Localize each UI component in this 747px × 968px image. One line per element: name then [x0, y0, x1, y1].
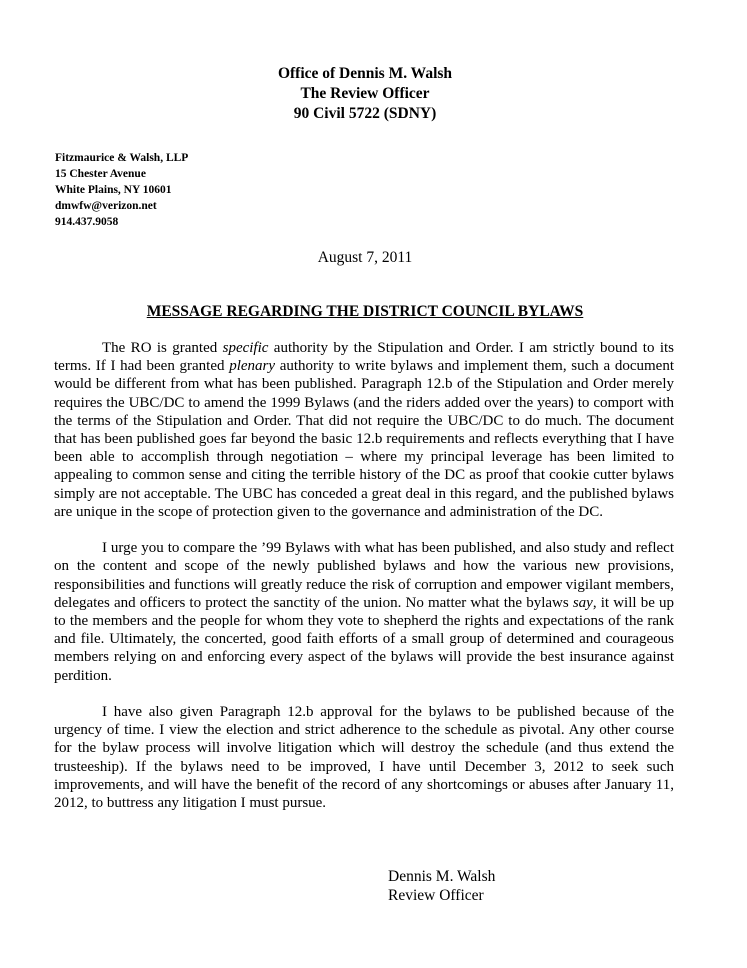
paragraph-3: I have also given Paragraph 12.b approval for the bylaws to be published because of the urgency of time. I view the election and strict adherence to the schedule as pivotal. Any other course for the bylaw process will involve litigation which will destroy the schedule (and thus extend the trusteeship). If the bylaws need to be improved, I have until December 3, 2012 to seek such improvements, and will have the benefit of the record of any shortcomings or abuses after January 11, 2012, to buttress any litigation I must pursue. — [54, 704, 674, 812]
firm-name: Fitzmaurice & Walsh, LLP — [55, 152, 189, 164]
signature-block — [388, 868, 495, 905]
letter-body — [54, 339, 674, 830]
letter-date: August 7, 2011 — [317, 249, 413, 266]
office-title: The Review Officer — [300, 85, 430, 102]
sender-address — [55, 150, 188, 230]
city-state-zip: White Plains, NY 10601 — [55, 184, 172, 196]
signatory-title: Review Officer — [388, 886, 484, 904]
street-address: 15 Chester Avenue — [55, 168, 146, 180]
office-name: Office of Dennis M. Walsh — [277, 65, 453, 82]
subject-heading: MESSAGE REGARDING THE DISTRICT COUNCIL BYLAWS — [146, 303, 584, 320]
signatory-name: Dennis M. Walsh — [388, 868, 496, 885]
letterhead — [0, 64, 730, 124]
phone-number: 914.437.9058 — [55, 216, 119, 228]
paragraph-2: I urge you to compare the ’99 Bylaws with what has been published, and also study and reflect on the content and scope of the newly published bylaws and how the various new provisions, responsibilities and functions will greatly reduce the risk of corruption and empower vigilant members, delegates and officers to protect the sanctity of the union. No matter what the bylaws say, it will be up to the members and the people for whom they vote to shepherd the rights and expectations of the rank and file. Ultimately, the concerted, good faith efforts of a small group of determined and courageous members relying on and enforcing every aspect of the bylaws will provide the best insurance against perdition. — [54, 540, 675, 684]
email-address: dmwfw@verizon.net — [55, 200, 157, 212]
case-number: 90 Civil 5722 (SDNY) — [293, 105, 437, 122]
paragraph-1: The RO is granted specific authority by the Stipulation and Order. I am strictly bound to its terms. If I had been granted plenary authority to write bylaws and implement them, such a document would be different from what has been published. Paragraph 12.b of the Stipulation and Order merely requires the UBC/DC to amend the 1999 Bylaws (and the riders added over the years) to comport with the terms of the Stipulation and Order. That did not require the UBC/DC to do much. The document that has been published goes far beyond the basic 12.b requirements and reflects everything that I have been able to accomplish through negotiation – where my principal leverage has been limited to appealing to common sense and citing the terrible history of the DC as proof that cookie cutter bylaws simply are not acceptable. The UBC has conceded a great deal in this regard, and the published bylaws are unique in the scope of protection given to the governance and administration of the DC. — [54, 340, 675, 520]
